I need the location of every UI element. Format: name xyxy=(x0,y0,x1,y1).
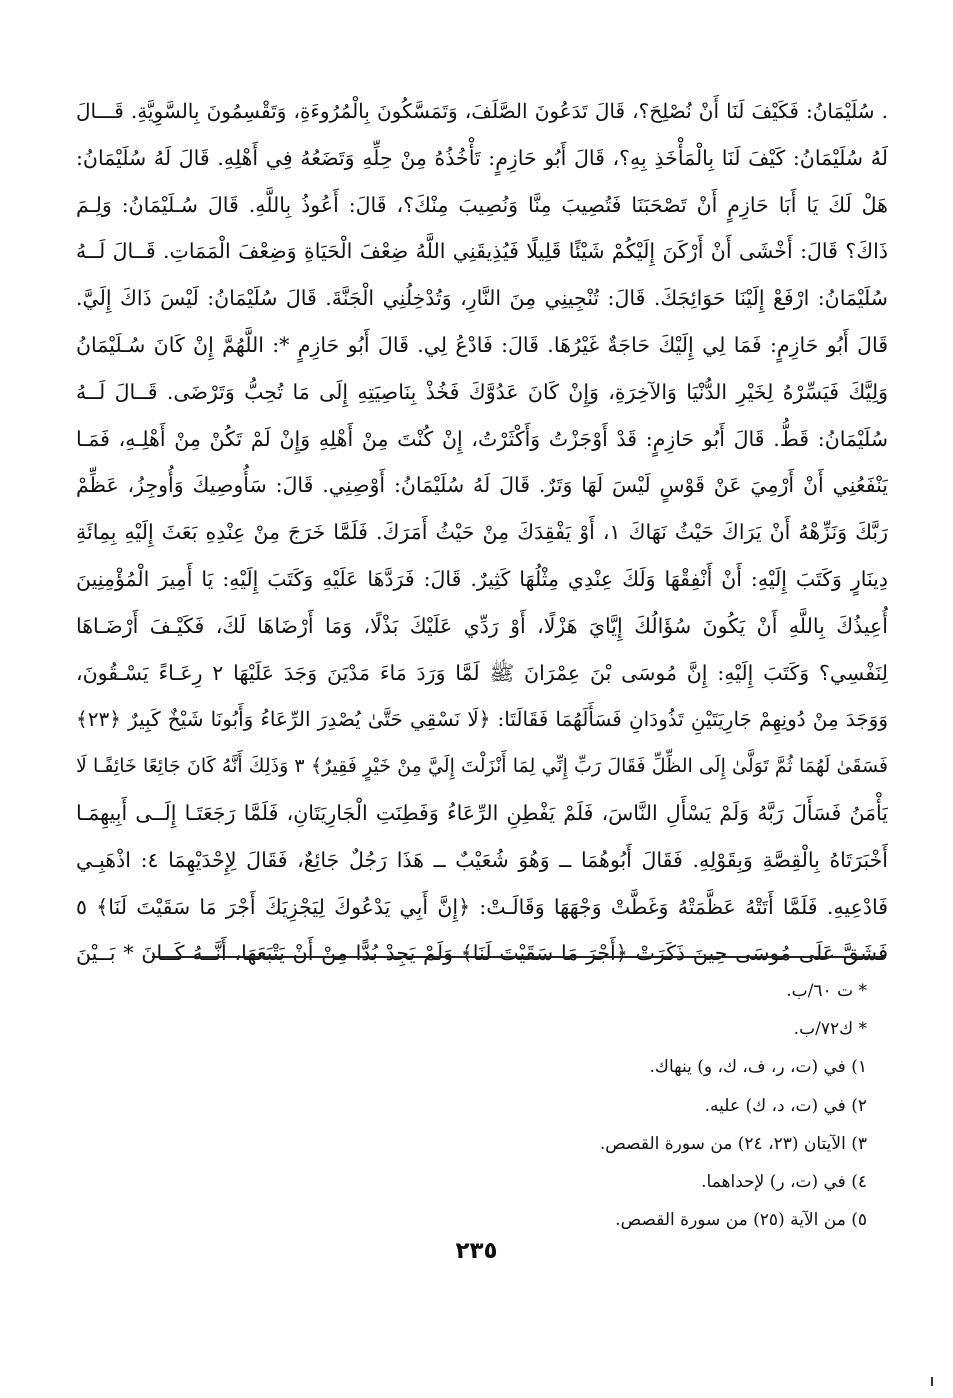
text-line: لِنَفْسِي؟ وَكَتَبَ إِلَيْهِ: إِنَّ مُوسَى بْنَ عِمْرَانَ ﷺ لَمَّا وَرَدَ مَاءَ مَدْيَنَ وَجَدَ عَلَيْهَا ٢ رِعَـاءً يَسْـقُونَ، xyxy=(76,660,888,685)
text-line: لَهُ سُلَيْمَانُ: كَيْفَ لَنَا بِالْمَأْخَذِ بِهِ؟، قَالَ أَبُو حَازِمٍ: تَأْخُذُهُ مِنْ حِلِّهِ وَتَضَعُهُ فِي أَهْلِهِ. قَالَ لَهُ سُلَيْمَانُ: xyxy=(76,145,888,170)
text-line: دِينَارٍ وَكَتَبَ إِلَيْهِ: أَنْ أَنْفِقْهَا وَلَكَ عِنْدِي مِثْلُهَا كَثِيرٌ. قَالَ: فَرَدَّهَا عَلَيْهِ وَكَتَبَ إِلَيْهِ: يَا أَمِيرَ الْمُؤْمِنِينَ xyxy=(76,566,888,591)
text-line: يَأْمَنُ فَسَأَلَ رَبَّهُ وَلَمْ يَسْأَلِ النَّاسَ، فَلَمْ يَفْطِنِ الرِّعَاءُ وَفَطِنَتِ الْجَارِيَتَانِ، فَلَمَّا رَجَعَتَـا إِلَــى أَبِيهِمَـا xyxy=(76,800,888,825)
text-line: رَبَّكَ وَنَزِّهْهُ أَنْ يَرَاكَ حَيْثُ نَهَاكَ ١، أَوْ يَفْقِدَكَ مِنْ حَيْثُ أَمَرَكَ. فَلَمَّا خَرَجَ مِنْ عِنْدِهِ بَعَثَ إِلَيْهِ بِمِائَةِ xyxy=(76,520,888,545)
quran-verse-line: فَشَقَّ عَلَى مُوسَى حِينَ ذَكَرَتْ ﴿أَجْرَ مَا سَقَيْتَ لَنَا﴾ وَلَمْ يَجِدْ بُدًّا مِنْ أَنْ يَتْبَعَهَا، أَنَّــهُ كَــانَ * بَــيْنَ xyxy=(76,941,888,966)
footnote-item: * ت ٦٠/ب. xyxy=(786,981,867,1001)
footnote-divider xyxy=(152,956,886,958)
body-text xyxy=(76,88,888,977)
text-line: . سُلَيْمَانُ: فَكَيْفَ لَنَا أَنْ نُصْلِحَ؟، قَالَ تَدَعُونَ الصَّلَفَ، وَتَمَسَّكُونَ بِالْمُرُوءَةِ، وَتَقْسِمُونَ بِالسَّوِيَّةِ. قَـــالَ xyxy=(76,99,888,123)
text-line: ذَاكَ؟ قَالَ: أَخْشَى أَنْ أَرْكَنَ إِلَيْكُمْ شَيْئًا قَلِيلًا فَيُذِيقَنِي اللَّهُ ضِعْفَ الْحَيَاةِ وَضِعْفَ الْمَمَاتِ. قَــالَ لَــهُ xyxy=(76,239,888,264)
text-line: سُلَيْمَانُ: ارْفَعْ إِلَيْنَا حَوَائِجَكَ. قَالَ: تُنْجِينِي مِنَ النَّارِ، وَتُدْخِلُنِي الْجَنَّةَ. قَالَ سُلَيْمَانُ: لَيْسَ ذَاكَ إِلَيَّ. xyxy=(76,286,888,311)
text-line: أَخْبَرَتَاهُ بِالْقِصَّةِ وَبِقَوْلِهِ. فَقَالَ أَبُوهُمَا ــ وَهُوَ شُعَيْبٌ ــ هَذَا رَجُلٌ جَائِعٌ، فَقَالَ لِإِحْدَيْهِمَا ٤: اذْهَبِـي xyxy=(76,847,888,872)
text-line: وَلِيَّكَ فَيَسِّرْهُ لِخَيْرِ الدُّنْيَا وَالآخِرَةِ، وَإِنْ كَانَ عَدُوَّكَ فَخُذْ بِنَاصِيَتِهِ إِلَى مَا تُحِبُّ وَتَرْضَى. قَــالَ لَــهُ xyxy=(76,379,888,404)
text-line: أُعِيذُكَ بِاللَّهِ أَنْ يَكُونَ سُؤَالُكَ إِيَّايَ هَزْلًا، أَوْ رَدِّي عَلَيْكَ بَذْلًا، وَمَا أَرْضَاهَا لَكَ، فَكَيْـفَ أَرْضَـاهَا xyxy=(76,613,888,638)
footnote-item: ١) في (ت، ر، ف، ك، و) ينهاك. xyxy=(649,1057,867,1078)
scan-speck xyxy=(931,1377,933,1386)
text-line: هَلْ لَكَ يَا أَبَا حَازِمٍ أَنْ تَصْحَبَنَا فَتُصِيبَ مِنَّا وَنُصِيبَ مِنْكَ؟، قَالَ: أَعُوذُ بِاللَّهِ. قَالَ سُـلَيْمَانُ: وَلِـمَ xyxy=(76,192,888,217)
page-number: ٢٣٥ xyxy=(455,1238,498,1264)
text-line: سُلَيْمَانُ: قَطُّ. قَالَ أَبُو حَازِمٍ: قَدْ أَوْجَزْتُ وَأَكْثَرْتُ، إِنْ كُنْتَ مِنْ أَهْلِهِ وَإِنْ لَمْ تَكُنْ مِنْ أَهْلِـهِ، فَمَـا xyxy=(76,426,888,451)
footnote-item: ٥) من الآية (٢٥) من سورة القصص. xyxy=(615,1210,867,1231)
quran-verse-line: فَادْعِيهِ. فَلَمَّا أَتَتْهُ عَظَّمَتْهُ وَغَطَّتْ وَجْهَهَا وَقَالَـتْ: ﴿إِنَّ أَبِي يَدْعُوكَ لِيَجْزِيَكَ أَجْرَ مَا سَقَيْتَ لَنَا﴾ ٥ xyxy=(76,894,888,919)
footnotes xyxy=(147,972,867,1239)
text-line: قَالَ أَبُو حَازِمٍ: فَمَا لِي إِلَيْكَ حَاجَةٌ غَيْرُهَا. قَالَ: فَادْعُ لِي. قَالَ أَبُو حَازِمٍ *: اللَّهُمَّ إِنْ كَانَ سُـلَيْمَانُ xyxy=(76,332,888,357)
footnote-item: ٤) في (ت، ر) لإحداهما. xyxy=(701,1171,867,1192)
footnote-item: * ك٧٢/ب. xyxy=(793,1019,867,1040)
quran-verse-line: فَسَقَىٰ لَهُمَا ثُمَّ تَوَلَّىٰ إِلَى الظِّلِّ فَقَالَ رَبِّ إِنِّي لِمَا أَنْزَلْتَ إِلَيَّ مِنْ خَيْرٍ فَقِيرٌ﴾ ٣ وَذَلِكَ أَنَّهُ كَانَ جَائِعًا خَائِفًـا لَا xyxy=(76,755,888,778)
footnote-item: ٢) في (ت، د، ك) عليه. xyxy=(704,1095,867,1116)
text-line: يَنْفَعُنِي أَنْ أَرْمِيَ عَنْ قَوْسٍ لَيْسَ لَهَا وَتَرٌ. قَالَ لَهُ سُلَيْمَانُ: أَوْصِنِي. قَالَ: سَأُوصِيكَ وَأُوجِزُ، عَظِّمْ xyxy=(76,473,888,498)
quran-verse-line: وَوَجَدَ مِنْ دُونِهِمْ جَارِيَتَيْنِ تَذُودَانِ فَسَأَلَهُمَا فَقَالَتَا: ﴿لَا نَسْقِي حَتَّىٰ يُصْدِرَ الرِّعَاءُ وَأَبُونَا شَيْخٌ كَبِيرٌ ﴿٢٣﴾ xyxy=(76,707,888,732)
footnote-item: ٣) الآيتان (٢٣، ٢٤) من سورة القصص. xyxy=(599,1133,867,1154)
